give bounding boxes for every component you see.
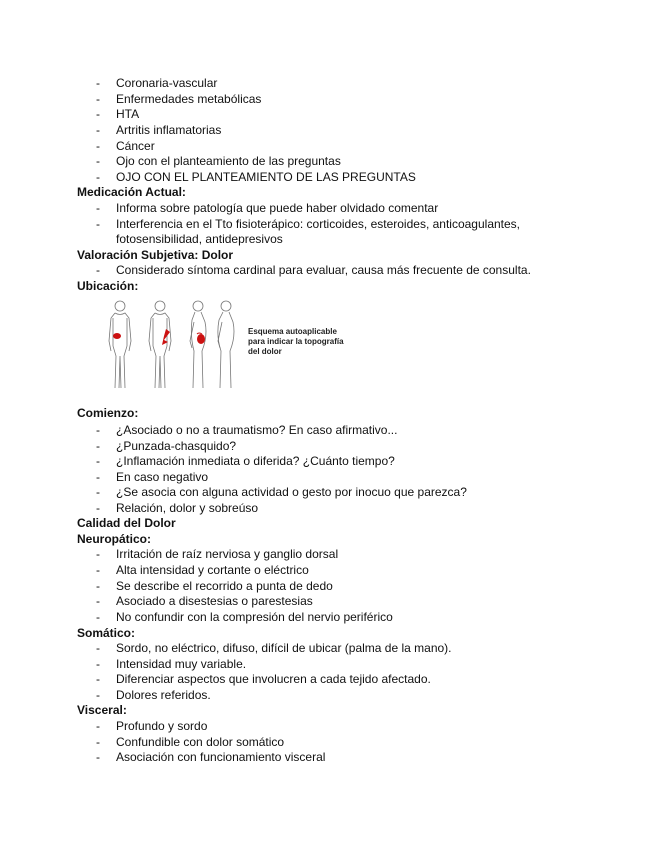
section-heading-calidad: Calidad del Dolor xyxy=(77,516,176,530)
bullet-dash: - xyxy=(96,263,100,277)
list-item-text: Cáncer xyxy=(116,139,155,153)
list-item-text: Irritación de raíz nerviosa y ganglio dorsal xyxy=(116,547,339,561)
bullet-dash: - xyxy=(96,123,100,137)
list-item-text: HTA xyxy=(116,107,140,121)
bullet-dash: - xyxy=(96,547,100,561)
bullet-dash: - xyxy=(96,154,100,168)
bullet-dash: - xyxy=(96,594,100,608)
bullet-dash: - xyxy=(96,107,100,121)
bullet-dash: - xyxy=(96,139,100,153)
list-item-text: Coronaria-vascular xyxy=(116,76,218,90)
section-heading-medicacion: Medicación Actual: xyxy=(77,185,186,199)
list-item-text: Se describe el recorrido a punta de dedo xyxy=(116,579,333,593)
bullet-dash: - xyxy=(96,610,100,624)
list-item-text: Alta intensidad y cortante o eléctrico xyxy=(116,563,309,577)
section-heading-visceral: Visceral: xyxy=(77,703,127,717)
section-heading-neuropatico: Neuropático: xyxy=(77,532,152,546)
bullet-dash: - xyxy=(96,439,100,453)
bullet-dash: - xyxy=(96,423,100,437)
section-heading-somatico: Somático: xyxy=(77,626,136,640)
section-heading-ubicacion: Ubicación: xyxy=(77,279,139,293)
bullet-dash: - xyxy=(96,641,100,655)
list-item-text: ¿Asociado o no a traumatismo? En caso afirmativo... xyxy=(116,423,398,437)
bullet-dash: - xyxy=(96,76,100,90)
list-item-text: Intensidad muy variable. xyxy=(116,657,247,671)
bullet-dash: - xyxy=(96,657,100,671)
list-item-text: No confundir con la compresión del nervio periférico xyxy=(116,610,393,624)
bullet-dash: - xyxy=(96,735,100,749)
list-item-text: Ojo con el planteamiento de las preguntas xyxy=(116,154,341,168)
bullet-dash: - xyxy=(96,170,100,184)
bullet-dash: - xyxy=(96,201,100,215)
list-item-text: fotosensibilidad, antidepresivos xyxy=(116,232,283,246)
caption-line: Esquema autoaplicable xyxy=(248,327,337,336)
bullet-dash: - xyxy=(96,688,100,702)
list-item-text: ¿Punzada-chasquido? xyxy=(116,439,237,453)
list-item-text: Enfermedades metabólicas xyxy=(116,92,262,106)
bullet-dash: - xyxy=(96,92,100,106)
diagram-caption xyxy=(248,327,344,357)
list-item-text: OJO CON EL PLANTEAMIENTO DE LAS PREGUNTAS xyxy=(116,170,416,184)
bullet-dash: - xyxy=(96,485,100,499)
list-item-text: Considerado síntoma cardinal para evaluar, causa más frecuente de consulta. xyxy=(116,263,531,277)
list-item-text: Artritis inflamatorias xyxy=(116,123,222,137)
list-item-text: Relación, dolor y sobreúso xyxy=(116,501,259,515)
list-item-text: Asociación con funcionamiento visceral xyxy=(116,750,326,764)
list-item-text: ¿Inflamación inmediata o diferida? ¿Cuánto tiempo? xyxy=(116,454,395,468)
bullet-dash: - xyxy=(96,750,100,764)
list-item-text: Dolores referidos. xyxy=(116,688,211,702)
list-item-text: Profundo y sordo xyxy=(116,719,208,733)
list-item-text: Confundible con dolor somático xyxy=(116,735,285,749)
list-item-text: ¿Se asocia con alguna actividad o gesto por inocuo que parezca? xyxy=(116,485,467,499)
list-item-text: En caso negativo xyxy=(116,470,209,484)
bullet-dash: - xyxy=(96,454,100,468)
list-item-text: Sordo, no eléctrico, difuso, difícil de ubicar (palma de la mano). xyxy=(116,641,452,655)
section-heading-comienzo: Comienzo: xyxy=(77,406,139,420)
body-figures-icon xyxy=(98,296,248,396)
bullet-dash: - xyxy=(96,501,100,515)
list-item-text: Informa sobre patología que puede haber olvidado comentar xyxy=(116,201,439,215)
list-item-text: Asociado a disestesias o parestesias xyxy=(116,594,313,608)
caption-line: para indicar la topografía xyxy=(248,337,344,346)
section-heading-valoracion: Valoración Subjetiva: Dolor xyxy=(77,248,234,262)
bullet-dash: - xyxy=(96,719,100,733)
caption-line: del dolor xyxy=(248,347,282,356)
bullet-dash: - xyxy=(96,470,100,484)
bullet-dash: - xyxy=(96,672,100,686)
bullet-dash: - xyxy=(96,217,100,231)
list-item-text: Interferencia en el Tto fisioterápico: corticoides, esteroides, anticoagulantes, xyxy=(116,217,521,231)
bullet-dash: - xyxy=(96,563,100,577)
bullet-dash: - xyxy=(96,579,100,593)
list-item-text: Diferenciar aspectos que involucren a cada tejido afectado. xyxy=(116,672,431,686)
